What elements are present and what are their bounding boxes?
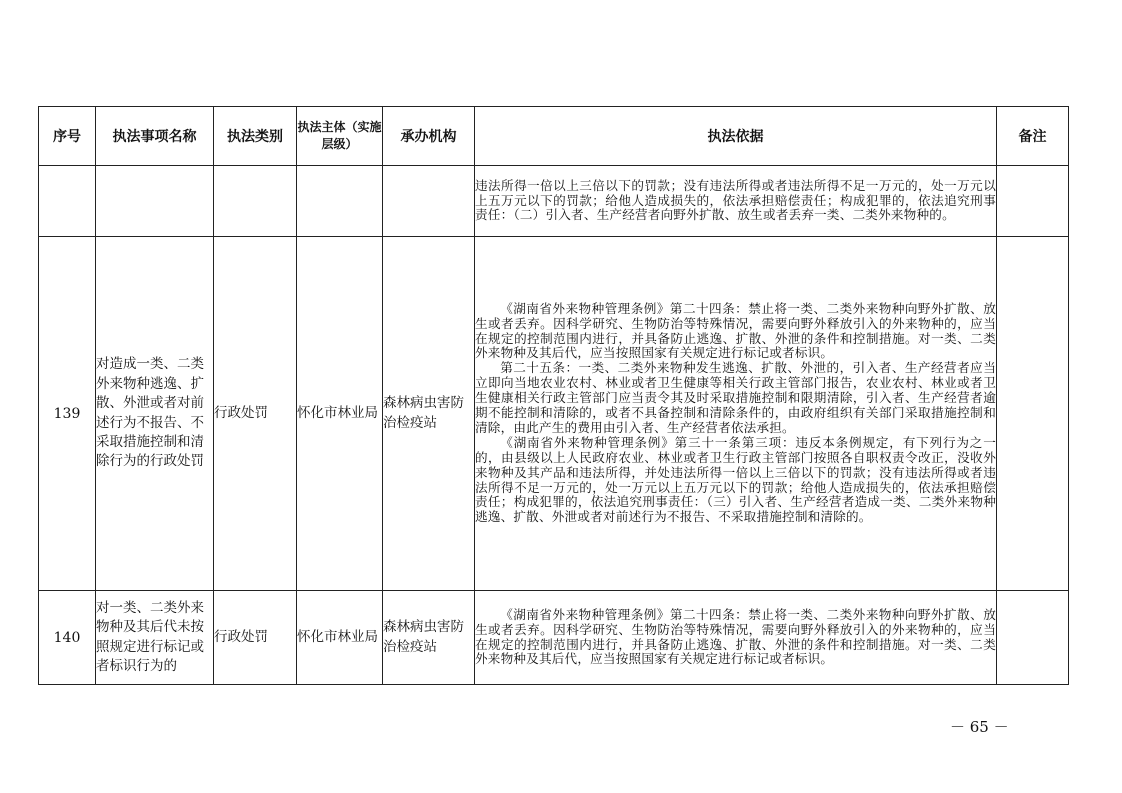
header-item-name: 执法事项名称 [96,107,214,166]
header-subject: 执法主体（实施层级） [297,107,383,166]
row-subject: 怀化市林业局 [297,591,383,685]
row-agency [383,166,475,237]
row-subject: 怀化市林业局 [297,237,383,591]
row-agency: 森林病虫害防治检疫站 [383,237,475,591]
row-agency: 森林病虫害防治检疫站 [383,591,475,685]
row-remark [997,166,1069,237]
row-category: 行政处罚 [214,237,297,591]
row-basis [475,166,997,237]
row-category [214,166,297,237]
basis-paragraph: 《湖南省外来物种管理条例》第三十一条第三项：违反本条例规定，有下列行为之一的，由县级以上人民政府农业、林业或者卫生行政主管部门按照各自职权责令改正，没收外来物种及其产品和违法所得，并处违法所得一倍以上三倍以下的罚款；没有违法所得或者违法所得不足一万元的，处一万元以上五万元以下的罚款；给他人造成损失的，依法承担赔偿责任；构成犯罪的，依法追究刑事责任：（三）引入者、生产经营者造成一类、二类外来物种逃逸、扩散、外泄或者对前述行为不报告、不采取措施控制和清除的。 [475,434,996,525]
header-agency: 承办机构 [383,107,475,166]
table-row [39,166,1069,237]
row-seq: 139 [39,237,96,591]
row-seq [39,166,96,237]
table-row [39,591,1069,685]
header-seq: 序号 [39,107,96,166]
basis-paragraph: 违法所得一倍以上三倍以下的罚款；没有违法所得或者违法所得不足一万元的，处一万元以上五万元以下的罚款；给他人造成损失的，依法承担赔偿责任；构成犯罪的，依法追究刑事责任：（二）引入者、生产经营者向野外扩散、放生或者丢弃一类、二类外来物种的。 [475,177,996,223]
enforcement-table [38,106,1069,685]
header-basis: 执法依据 [475,107,997,166]
row-item-name: 对一类、二类外来物种及其后代未按照规定进行标记或者标识行为的 [96,591,214,685]
row-remark [997,237,1069,591]
row-basis [475,237,997,591]
table-row [39,237,1069,591]
row-seq: 140 [39,591,96,685]
row-category: 行政处罚 [214,591,297,685]
basis-paragraph: 《湖南省外来物种管理条例》第二十四条：禁止将一类、二类外来物种向野外扩散、放生或者丢弃。因科学研究、生物防治等特殊情况，需要向野外释放引入的外来物种的，应当在规定的控制范围内进行，并具备防止逃逸、扩散、外泄的条件和控制措施。对一类、二类外来物种及其后代，应当按照国家有关规定进行标记或者标识。 [475,300,996,361]
basis-paragraph: 《湖南省外来物种管理条例》第二十四条：禁止将一类、二类外来物种向野外扩散、放生或者丢弃。因科学研究、生物防治等特殊情况，需要向野外释放引入的外来物种的，应当在规定的控制范围内进行，并具备防止逃逸、扩散、外泄的条件和控制措施。对一类、二类外来物种及其后代，应当按照国家有关规定进行标记或者标识。 [475,606,996,667]
row-item-name: 对造成一类、二类外来物种逃逸、扩散、外泄或者对前述行为不报告、不采取措施控制和清除行为的行政处罚 [96,237,214,591]
header-remark: 备注 [997,107,1069,166]
row-subject [297,166,383,237]
page-number: － 65 － [950,718,1009,736]
table-header-row [39,107,1069,166]
row-basis [475,591,997,685]
row-remark [997,591,1069,685]
basis-paragraph: 第二十五条：一类、二类外来物种发生逃逸、扩散、外泄的，引入者、生产经营者应当立即向当地农业农村、林业或者卫生健康等相关行政主管部门报告，农业农村、林业或者卫生健康相关行政主管部门应当责令其及时采取措施控制和限期清除，引入者、生产经营者逾期不能控制和清除的，或者不具备控制和清除条件的，由政府组织有关部门采取措施控制和清除，由此产生的费用由引入者、生产经营者依法承担。 [475,360,996,435]
row-item-name [96,166,214,237]
header-category: 执法类别 [214,107,297,166]
